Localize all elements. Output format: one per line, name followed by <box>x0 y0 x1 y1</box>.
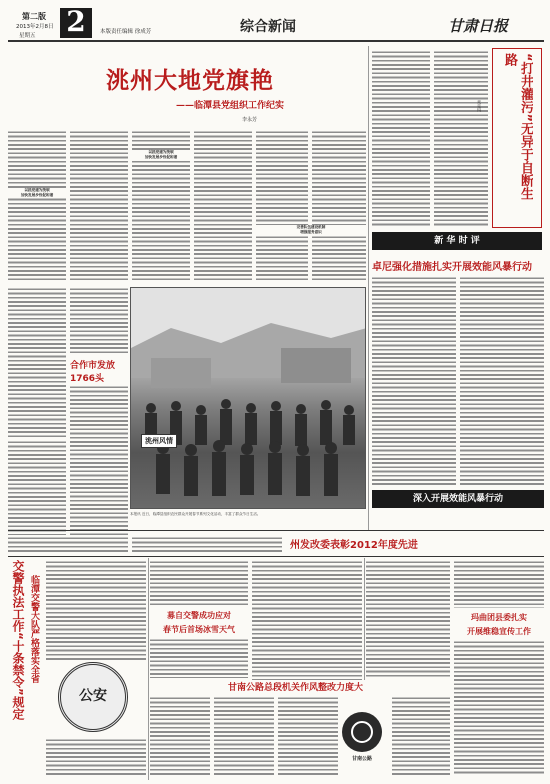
story-column <box>8 287 66 437</box>
story-column <box>70 130 128 280</box>
section-rule <box>8 556 544 557</box>
masthead-rule <box>8 40 544 42</box>
edition-label: 第二版 <box>22 12 46 21</box>
highway-story-headline: 甘南公路总段机关作风整改力度大 <box>228 683 364 693</box>
right-story-headline: 卓尼强化措施扎实开展效能风暴行动 <box>372 262 532 273</box>
highway-logo-text: 甘南公路 <box>351 756 372 762</box>
crowd-illustration <box>131 288 366 509</box>
left-story-headline: 合作市发放1766头 <box>70 361 116 384</box>
story-column <box>8 536 128 554</box>
subhead: 完善队伍建设机制 增强服务意识 <box>256 225 366 235</box>
story-column <box>252 560 362 680</box>
story-column <box>392 696 450 776</box>
story-column <box>150 696 210 776</box>
maqu-story-headline: 玛曲团县委扎实 开展维稳宣传工作 <box>467 613 531 636</box>
top-story-byline: 李永芳 <box>242 117 258 123</box>
story-column <box>372 276 456 486</box>
story-column <box>150 638 248 678</box>
subhead: 以抓党建为统领 加快发展步伐促和谐 <box>8 188 66 198</box>
top-story-headline: 洮州大地党旗艳 <box>106 68 274 94</box>
highway-logo-ring <box>351 721 373 743</box>
story-column <box>46 738 146 776</box>
column-divider <box>148 558 149 780</box>
story-column <box>8 130 66 280</box>
editors-line: 本版责任编辑 徐成芳 <box>100 29 152 35</box>
story-column <box>214 696 274 776</box>
issue-weekday: 星期五 <box>19 33 36 39</box>
story-column <box>70 385 128 535</box>
efficiency-banner: 深入开展效能风暴行动 <box>372 490 544 508</box>
xinhua-comment-banner: 新 华 时 评 <box>372 232 542 250</box>
story-column <box>46 560 146 660</box>
commentary-column <box>372 50 430 228</box>
highway-logo <box>342 712 382 752</box>
crowd-photo <box>130 287 366 509</box>
mid-banner: 州发改委表彰2012年度先进 <box>290 540 418 551</box>
subhead: 以抓党建为统领 加快发展步伐促和谐 <box>132 150 190 160</box>
masthead <box>0 0 550 42</box>
police-emblem <box>58 662 128 732</box>
top-story-subheadline: ——临潭县党组织工作纪实 <box>176 101 285 111</box>
paper-logo: 甘肃日报 <box>448 17 509 35</box>
traffic-police-subheadline: 临潭交警大队严格落实全省 <box>29 575 39 683</box>
story-column <box>454 560 544 608</box>
story-column <box>194 130 252 280</box>
story-column <box>366 560 450 678</box>
section-title: 综合新闻 <box>240 19 296 35</box>
commentary-title-box <box>492 48 542 228</box>
story-column <box>256 130 308 280</box>
photo-caption: 本报讯 近日，临潭县组织农民群众开展春节系列文化活动，丰富了群众节日生活。 <box>130 512 261 516</box>
story-column <box>278 696 338 776</box>
issue-date: 2013年2月8日 <box>16 24 54 30</box>
snow-story-headline: 募自交警成功应对 春节后首场冰雪天气 <box>163 611 235 634</box>
story-column <box>454 640 544 776</box>
column-divider <box>368 46 369 530</box>
story-column <box>132 536 282 554</box>
commentary-column <box>434 50 488 228</box>
story-column <box>460 276 544 486</box>
traffic-police-headline: 交警执法工作“十条禁令”规定 <box>11 560 25 720</box>
story-column <box>8 440 66 535</box>
commentary-title: “打井灌污”无异于自断生路 <box>502 53 533 201</box>
commentary-author: 麦克玛 <box>477 100 482 112</box>
story-column <box>312 130 366 280</box>
story-column <box>150 560 248 605</box>
photo-sign: 洮州风情 <box>141 434 177 448</box>
section-rule <box>8 530 544 531</box>
page-number: 2 <box>66 5 86 38</box>
story-column <box>70 287 128 353</box>
police-emblem-text: 公安 <box>79 688 107 704</box>
column-divider <box>364 558 365 680</box>
